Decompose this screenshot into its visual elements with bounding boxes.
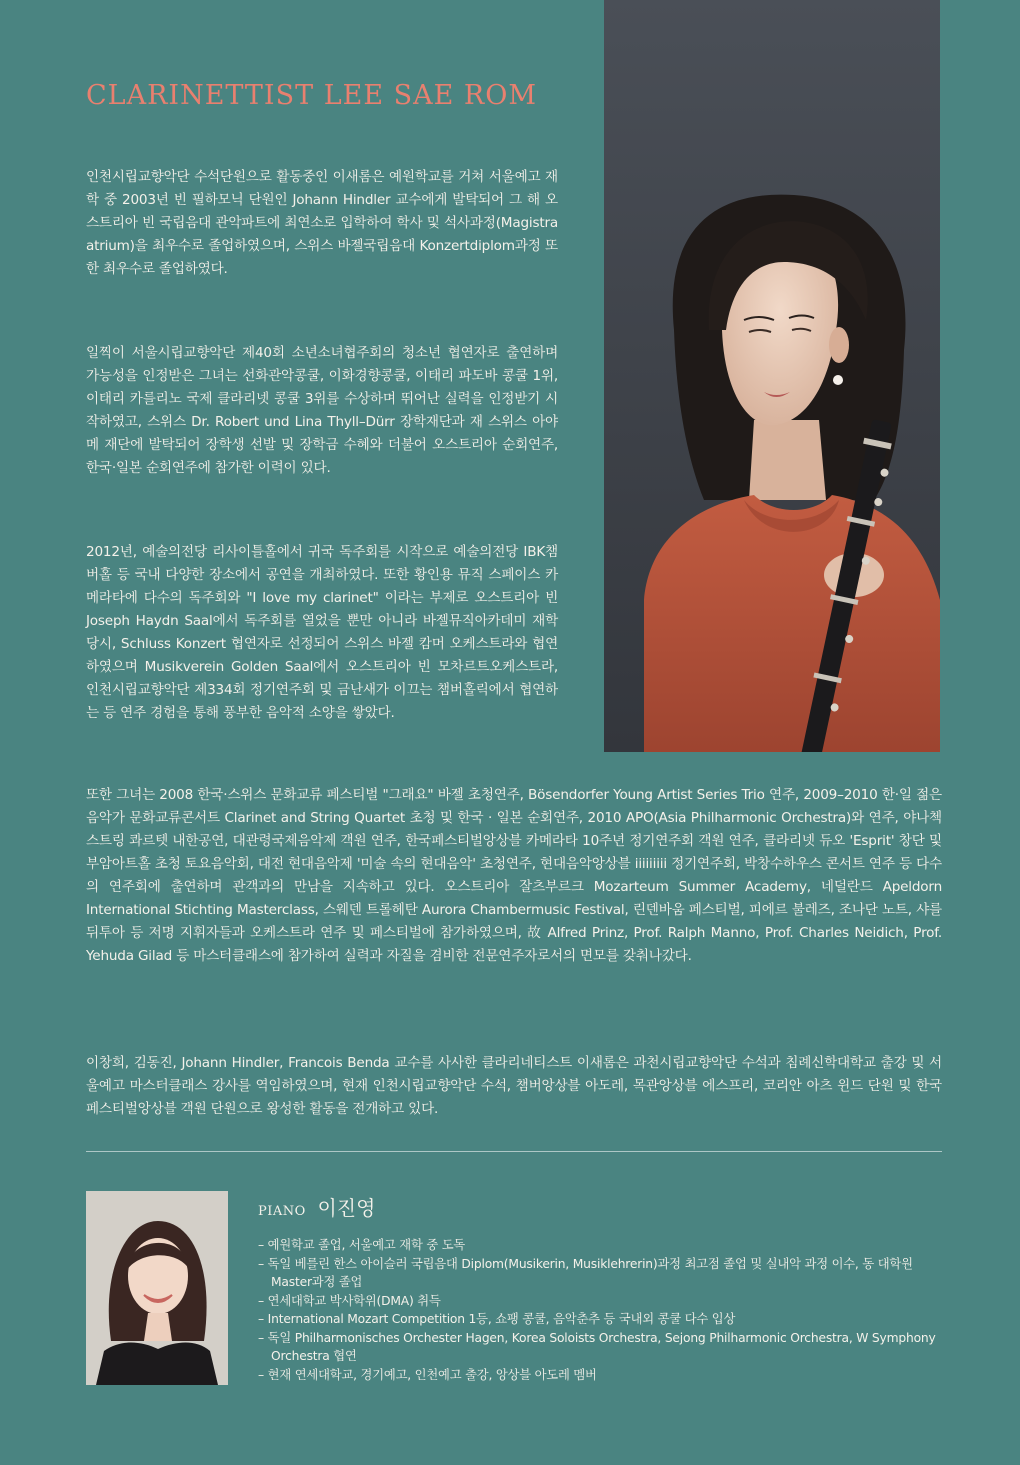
bio-paragraph-4: 또한 그녀는 2008 한국·스위스 문화교류 페스티벌 "그래요" 바젤 초청연주, Bösendorfer Young Artist Series Trio 연주, 2009–2010 한·일 젊은음악가 문화교류콘서트 Clarinet and String Quartet 초청 및 한국 · 일본 순회연주, 2010 APO(Asia Philharmonic Orchestra)와 연주, 야나첵 스트링 콰르텟 내한공연, 대관령국제음악제 객원 연주, 한국페스티벌앙상블 카메라타 10주년 정기연주회 객원 연주, 클라리넷 듀오 'Esprit' 창단 및 부암아트홀 초청 토요음악회, 대전 현대음악제 '미술 속의 현대음악' 초청연주, 현대음악앙상블 iiiiiiiii 정기연주회, 박창수하우스 콘서트 연주 등 다수의 연주회에 출연하며 관객과의 만남을 지속하고 있다. 오스트리아 잘츠부르크 Mozarteum Summer Academy, 네덜란드 Apeldorn International Stichting Masterclass, 스웨덴 트롤헤탄 Aurora Chambermusic Festival, 린덴바움 페스티벌, 피에르 불레즈, 조나단 노트, 샤를 뒤투아 등 저명 지휘자들과 오케스트라 연주 및 페스티벌에 참가하였으며, 故 Alfred Prinz, Prof. Ralph Manno, Prof. Charles Neidich, Prof. Yehuda Gilad 등 마스터클래스에 참가하여 실력과 자질을 겸비한 전문연주자로서의 면모를 갖춰나갔다. bbox=[86, 787, 942, 964]
list-item: – International Mozart Competition 1등, 쇼팽 콩쿨, 음악춘추 등 국내외 콩쿨 다수 입상 bbox=[258, 1310, 940, 1329]
bio-paragraph-2: 일찍이 서울시립교향악단 제40회 소년소녀협주회의 청소년 협연자로 출연하며 가능성을 인정받은 그녀는 선화관악콩쿨, 이화경향콩쿨, 이태리 파도바 콩쿨 1위, 이태리 카를리노 국제 클라리넷 콩쿨 3위를 수상하며 뛰어난 실력을 인정받기 시작하였고, 스위스 Dr. Robert und Lina Thyll–Dürr 장학재단과 재 스위스 아야메 재단에 발탁되어 장학생 선발 및 장학금 수혜와 더불어 오스트리아 순회연주, 한국·일본 순회연주에 참가한 이력이 있다. bbox=[86, 345, 558, 476]
list-item: – 독일 베를린 한스 아이슬러 국립음대 Diplom(Musikerin, Musiklehrerin)과정 최고점 졸업 및 실내악 과정 이수, 동 대학원 Master과정 졸업 bbox=[258, 1255, 940, 1292]
pianist-heading bbox=[258, 1192, 375, 1221]
list-item: – 연세대학교 박사학위(DMA) 취득 bbox=[258, 1292, 940, 1311]
list-item: – 현재 연세대학교, 경기예고, 인천예고 출강, 앙상블 아도레 멤버 bbox=[258, 1366, 940, 1385]
pianist-role: PIANO bbox=[258, 1204, 306, 1219]
section-divider bbox=[86, 1151, 942, 1152]
page-title: CLARINETTIST LEE SAE ROM bbox=[86, 80, 538, 111]
clarinettist-portrait bbox=[604, 0, 940, 752]
pianist-name: 이진영 bbox=[317, 1196, 376, 1220]
pianist-profile-list bbox=[258, 1236, 940, 1384]
bio-paragraph-3: 2012년, 예술의전당 리사이틀홀에서 귀국 독주회를 시작으로 예술의전당 IBK챔버홀 등 국내 다양한 장소에서 공연을 개최하였다. 또한 황인용 뮤직 스페이스 카메라타에 다수의 독주회와 "I love my clarinet" 이라는 부제로 오스트리아 빈 Joseph Haydn Saal에서 독주회를 열었을 뿐만 아니라 바젤뮤직아카데미 재학 당시, Schluss Konzert 협연자로 선정되어 스위스 바젤 캄머 오케스트라와 협연하였으며 Musikverein Golden Saal에서 오스트리아 빈 모차르트오케스트라, 인천시립교향악단 제334회 정기연주회 및 금난새가 이끄는 챔버홀릭에서 협연하는 등 연주 경험을 통해 풍부한 음악적 소양을 쌓았다. bbox=[86, 544, 558, 721]
pianist-portrait bbox=[86, 1191, 228, 1385]
bio-paragraph-1: 인천시립교향악단 수석단원으로 활동중인 이새롬은 예원학교를 거쳐 서울예고 재학 중 2003년 빈 필하모닉 단원인 Johann Hindler 교수에게 발탁되어 그 해 오스트리아 빈 국립음대 관악파트에 최연소로 입학하여 학사 및 석사과정(Magistra atrium)을 최우수로 졸업하였으며, 스위스 바젤국립음대 Konzertdiplom과정 또한 최우수로 졸업하였다. bbox=[86, 169, 558, 277]
list-item: – 독일 Philharmonisches Orchester Hagen, Korea Soloists Orchestra, Sejong Philharmonic Orchestra, W Symphony Orchestra 협연 bbox=[258, 1329, 940, 1366]
list-item: – 예원학교 졸업, 서울예고 재학 중 도독 bbox=[258, 1236, 940, 1255]
bio-paragraph-5: 이창희, 김동진, Johann Hindler, Francois Benda 교수를 사사한 클라리네티스트 이새롬은 과천시립교향악단 수석과 침례신학대학교 출강 및 서울예고 마스터클래스 강사를 역임하였으며, 현재 인천시립교향악단 수석, 챔버앙상블 아도레, 목관앙상블 에스프리, 코리안 아츠 윈드 단원 및 한국페스티벌앙상블 객원 단원으로 왕성한 활동을 전개하고 있다. bbox=[86, 1055, 942, 1117]
